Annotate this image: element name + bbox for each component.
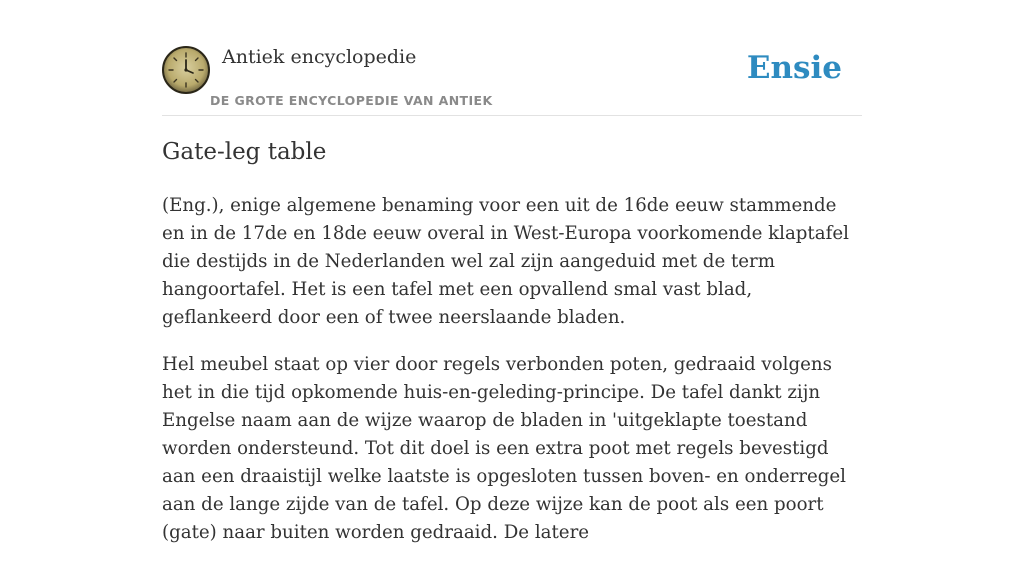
- article-paragraph: Hel meubel staat op vier door regels verbonden poten, gedraaid volgens het in die tijd opkomende huis-en-geleding-principe. De tafel dankt zijn Engelse naam aan de wijze waarop de bladen in 'uitgeklapte toestand worden ondersteund. Tot dit doel is een extra poot met regels bevestigd aan een draaistijl welke laatste is opgesloten tussen boven- en onderregel aan de lange zijde van de tafel. Op deze wijze kan de poot als een poort (gate) naar buiten worden gedraaid. De latere: [162, 354, 846, 543]
- site-title[interactable]: Antiek encyclopedie: [222, 46, 417, 68]
- ensie-logo-link[interactable]: Ensie: [746, 50, 842, 86]
- site-subtitle: DE GROTE ENCYCLOPEDIE VAN ANTIEK: [210, 93, 493, 108]
- clock-face: [164, 48, 208, 92]
- site-header: [162, 0, 862, 116]
- clock-icon[interactable]: [162, 46, 210, 94]
- article-paragraph: (Eng.), enige algemene benaming voor een uit de 16de eeuw stammende en in de 17de en 18de eeuw overal in West-Europa voorkomende klaptafel die destijds in de Nederlanden wel zal zijn aangeduid met de term hangoortafel. Het is een tafel met een opvallend smal vast blad, geflankeerd door een of twee neerslaande bladen.: [162, 195, 849, 328]
- page-container: [162, 0, 862, 543]
- article-body: [162, 192, 862, 566]
- entry-title: Gate-leg table: [162, 139, 327, 165]
